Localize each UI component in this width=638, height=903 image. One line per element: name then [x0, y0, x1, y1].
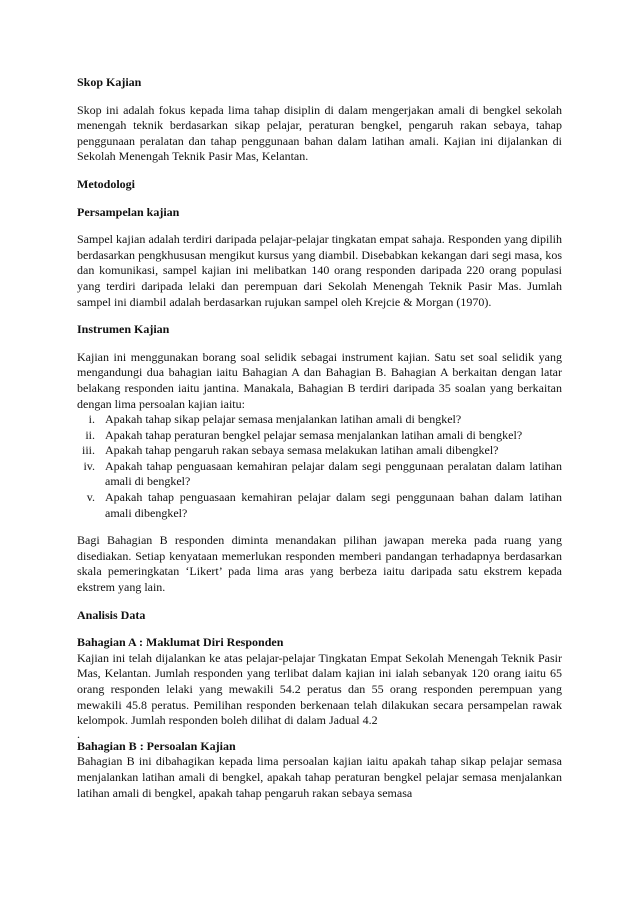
list-number: v. [86, 490, 95, 505]
paragraph-instrumen: Kajian ini menggunakan borang soal selidik sebagai instrument kajian. Satu set soal selidik yang mengandungi dua bahagian iaitu Bahagian A dan Bahagian B. Bahagian A berkaitan dengan latar belakang responden iaitu jantina. Manakala, Bahagian B terdiri daripada 35 soalan yang berkaitan dengan lima persoalan kajian iaitu: [77, 349, 562, 411]
list-number: iv. [83, 458, 95, 473]
paragraph-persampelan: Sampel kajian adalah terdiri daripada pelajar-pelajar tingkatan empat sahaja. Responden yang dipilih berdasarkan pengkhususan mengikut kursus yang diambil. Disebabkan kekangan dari segi masa, kos dan komunikasi, sampel kajian ini melibatkan 140 orang responden daripada 220 orang populasi yang terdiri daripada lelaki dan perempuan dari Sekolah Menengah Teknik Pasir Mas. Jumlah sampel ini diambil adalah berdasarkan rujukan sampel oleh Krejcie & Morgan (1970). [77, 232, 562, 309]
paragraph-bahagian-a: Kajian ini telah dijalankan ke atas pelajar-pelajar Tingkatan Empat Sekolah Menengah Teknik Pasir Mas, Kelantan. Jumlah responden yang terlibat dalam kajian ini ialah sebanyak 120 orang iaitu 65 orang responden lelaki yang mewakili 54.2 peratus dan 55 orang responden perempuan yang mewakili 45.8 peratus. Pemilihan responden berkenaan telah dilakukan secara persampelan rawak kelompok. Jumlah responden boleh dilihat di dalam Jadual 4.2 [77, 650, 562, 728]
section-heading-metodologi: Metodologi [77, 176, 135, 191]
subsection-heading-bahagian-b: Bahagian B : Persoalan Kajian [77, 738, 236, 753]
paragraph-instrumen-likert: Bagi Bahagian B responden diminta menandakan pilihan jawapan mereka pada ruang yang disediakan. Setiap kenyataan memerlukan responden memberi pandangan terhadapnya berdasarkan skala pemeringkatan ‘Likert’ pada lima aras yang berbeza iaitu daripada satu ekstrem kepada ekstrem yang lain. [77, 533, 562, 595]
list-number: iii. [81, 443, 95, 458]
list-item [77, 490, 562, 521]
section-heading-persampelan: Persampelan kajian [77, 204, 180, 219]
document-page [77, 75, 562, 801]
section-heading-skop: Skop Kajian [77, 75, 142, 89]
list-item [77, 412, 562, 428]
list-text: Apakah tahap penguasaan kemahiran pelajar dalam segi penggunaan bahan dalam latihan amali dibengkel? [105, 490, 562, 520]
question-list [77, 412, 562, 521]
list-item [77, 428, 562, 444]
section-heading-analisis: Analisis Data [77, 607, 146, 622]
subsection-heading-bahagian-a: Bahagian A : Maklumat Diri Responden [77, 635, 284, 650]
list-text: Apakah tahap peraturan bengkel pelajar semasa menjalankan latihan amali di bengkel? [105, 427, 523, 442]
list-text: Apakah tahap pengaruh rakan sebaya semasa melakukan latihan amali dibengkel? [105, 443, 499, 458]
list-item [77, 443, 562, 459]
paragraph-bahagian-b: Bahagian B ini dibahagikan kepada lima persoalan kajian iaitu apakah tahap sikap pelajar semasa menjalankan latihan amali di bengkel, apakah tahap peraturan bengkel pelajar semasa menjalankan latihan amali di bengkel, apakah tahap pengaruh rakan sebaya semasa [77, 754, 562, 800]
list-number: ii. [85, 427, 95, 442]
paragraph-skop: Skop ini adalah fokus kepada lima tahap disiplin di dalam mengerjakan amali di bengkel sekolah menengah teknik berdasarkan sikap pelajar, peraturan bengkel, pengaruh rakan sebaya, tahap penggunaan peralatan dan tahap penggunaan bahan dalam latihan amali. Kajian ini dijalankan di Sekolah Menengah Teknik Pasir Mas, Kelantan. [77, 102, 562, 164]
list-text: Apakah tahap sikap pelajar semasa menjalankan latihan amali di bengkel? [105, 412, 462, 427]
list-item [77, 459, 562, 490]
list-number: i. [88, 412, 95, 427]
stray-period: . [77, 726, 80, 741]
section-heading-instrumen: Instrumen Kajian [77, 322, 170, 337]
list-text: Apakah tahap penguasaan kemahiran pelajar dalam segi penggunaan peralatan dalam latihan amali di bengkel? [105, 458, 562, 489]
